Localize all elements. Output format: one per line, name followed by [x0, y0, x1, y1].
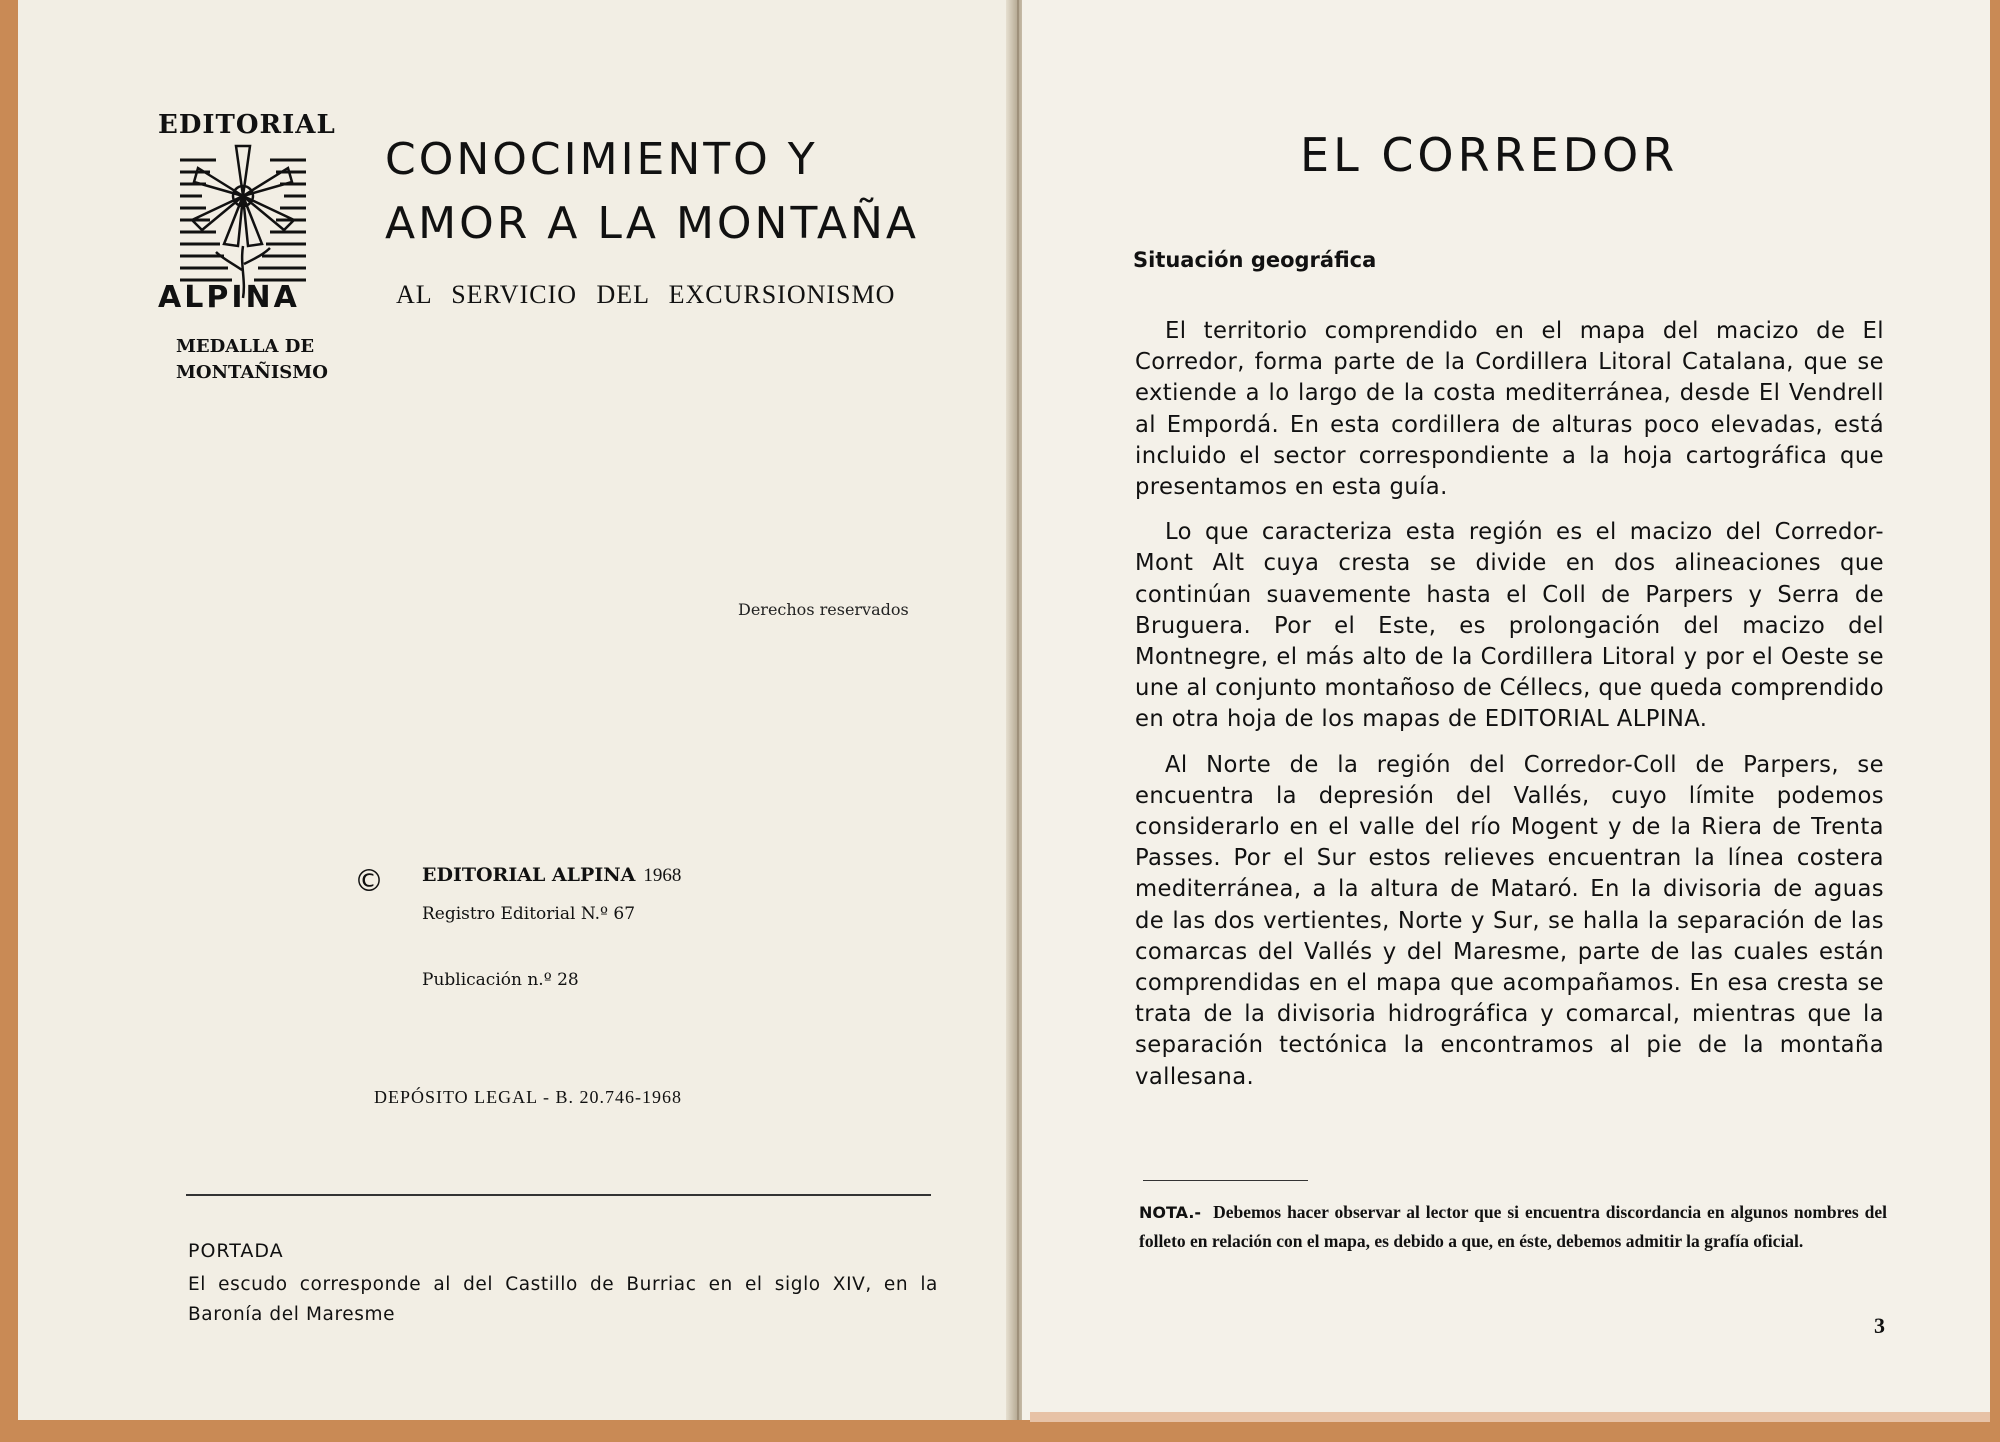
publication-year: 1968	[643, 865, 682, 886]
page-number: 3	[1874, 1313, 1885, 1338]
logo-bottom-text: ALPINA	[158, 280, 300, 315]
legal-deposit: DEPÓSITO LEGAL - B. 20.746-1968	[374, 1087, 682, 1107]
publisher-line	[422, 864, 742, 887]
footnote	[1139, 1198, 1887, 1256]
paragraph: Lo que caracteriza esta región es el macizo del Corredor-Mont Alt cuya cresta se divide en dos alineaciones que continúan suavemente hasta el Coll de Parpers y Serra de Bruguera. Por el Este, es prolongación del macizo del Montnegre, el más alto de la Cordillera Litoral y por el Oeste se une al conjunto montañoso de Céllecs, que queda comprendido en otra hoja de los mapas de EDITORIAL ALPINA.	[1135, 519, 1884, 733]
publication-number: Publicación n.º 28	[422, 970, 579, 990]
medal-text: MEDALLA DE MONTAÑISMO	[176, 336, 328, 383]
edelweiss-flower-icon	[176, 140, 310, 300]
footnote-text: Debemos hacer observar al lector que si encuentra discordancia en algunos nombres del folleto en relación con el mapa, es debido a que, en éste, debemos admitir la grafía oficial.	[1139, 1202, 1887, 1251]
chapter-title: EL CORREDOR	[1300, 128, 1679, 182]
section-title: Situación geográfica	[1133, 248, 1377, 272]
publisher-name: EDITORIAL ALPINA	[422, 864, 636, 886]
left-page	[18, 0, 1018, 1420]
rights-reserved: Derechos reservados	[738, 600, 909, 619]
logo-top-text: EDITORIAL	[158, 110, 336, 140]
page-edge	[1030, 1412, 1990, 1422]
divider-rule	[186, 1194, 931, 1196]
footnote-label: NOTA.-	[1139, 1203, 1202, 1222]
copyright-icon: ©	[354, 864, 384, 899]
paragraph: Al Norte de la región del Corredor-Coll de Parpers, se encuentra la depresión del Vallés, cuyo límite podemos considerarlo en el valle del río Mogent y de la Riera de Trenta Passes. Por el Sur estos relieves encuentran la línea costera mediterránea, a la altura de Mataró. En la divisoria de aguas de las dos vertientes, Norte y Sur, se halla la separación de las comarcas del Vallés y del Maresme, parte de las cuales están comprendidas en el mapa que acompañamos. En esa cresta se trata de la divisoria hidrográfica y comarcal, mientras que la separación tectónica la encontramos al pie de la montaña vallesana.	[1135, 751, 1884, 1090]
book-title: CONOCIMIENTO Y AMOR A LA MONTAÑA	[385, 134, 920, 249]
registry-number: Registro Editorial N.º 67	[422, 904, 636, 924]
footnote-rule	[1143, 1180, 1308, 1181]
paragraph: El territorio comprendido en el mapa del macizo de El Corredor, forma parte de la Cordillera Litoral Catalana, que se extiende a lo largo de la costa mediterránea, desde El Vendrell al Empordá. En esta cordillera de alturas poco elevadas, está incluido el sector correspondiente a la hoja cartográfica que presentamos en esta guía.	[1135, 318, 1884, 501]
cover-heading: PORTADA	[188, 1240, 284, 1262]
body-text	[1135, 316, 1884, 1107]
cover-description: El escudo corresponde al del Castillo de Burriac en el siglo XIV, en la Baronía del Maresme	[188, 1274, 938, 1325]
publisher-logo	[158, 110, 336, 315]
book-subtitle: AL SERVICIO DEL EXCURSIONISMO	[396, 280, 896, 309]
